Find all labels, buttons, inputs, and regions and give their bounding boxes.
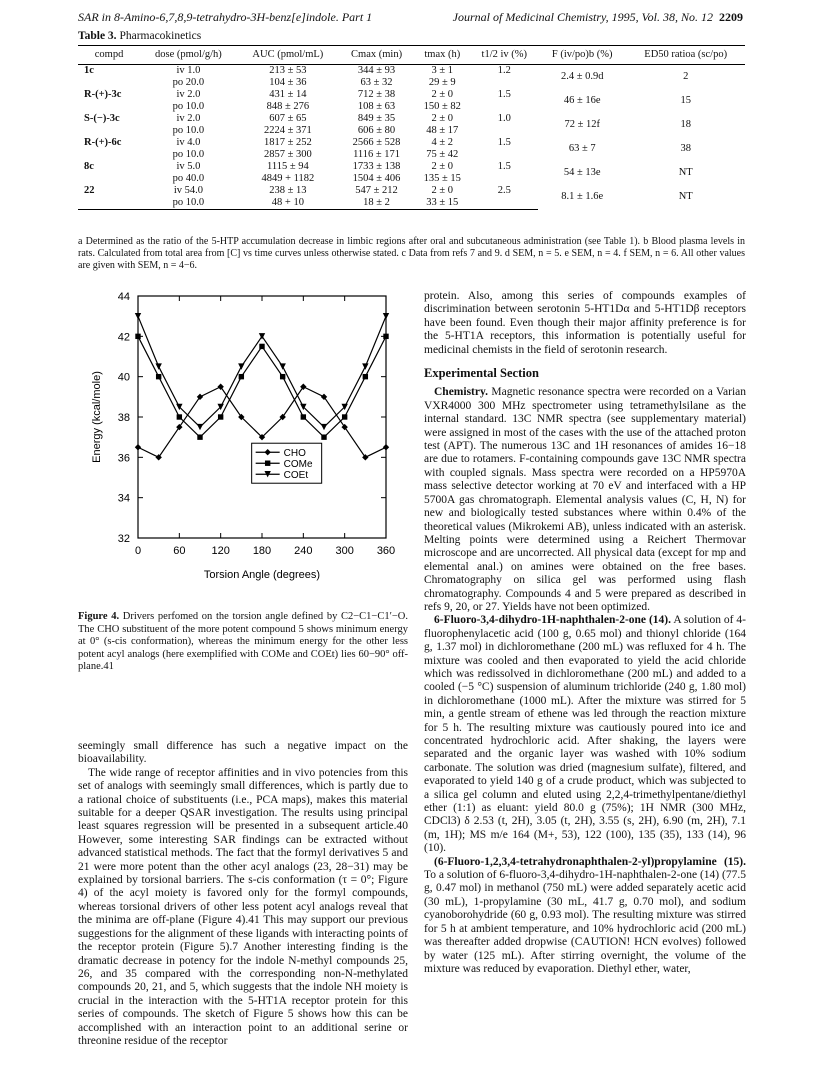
legend-label: COEt (283, 470, 309, 482)
empty-cell (78, 197, 140, 210)
header-right: Journal of Medicinal Chemistry, 1995, Vol. 38, No. 12 2209 (452, 10, 743, 24)
ed50-cell: NT (678, 167, 693, 178)
table-cell: iv 1.0 (176, 65, 201, 76)
table-cell: 1.5 (497, 161, 511, 172)
ed50-cell: NT (678, 191, 693, 203)
x-tick-label: 360 (376, 545, 396, 557)
table-cell: 2 ± 0 (431, 113, 454, 124)
table-cell: po 10.0 (172, 149, 205, 160)
table-cell (470, 125, 538, 137)
data-point-coet (383, 313, 389, 319)
table-cell: 4 ± 2 (431, 137, 454, 148)
data-point-come (156, 374, 161, 379)
paragraph: Chemistry. Magnetic resonance spectra were recorded on a Varian VXR4000 300 MHz spectrometer using tetramethylsilane as the internal standard. 13C NMR spectra (see supplementary material) were assigned in most of the cases with the use of the attached proton test (APT). The numerous 13C and 1H resonances of amides 16−18 are due to rotamers. F-containing compounds gave 13C NMR spectra with coupled signals. Mass spectra were recorded on a HP5970A mass selective detector working at 70 eV and interfaced with a HP 5700A gas chromatograph. Elemental analysis values (C, H, N) for new and biologically tested substances where within 0.4% of the theoretical values (Mikrokemi AB), unless indicated with an asterisk. Melting points were determined using a Reichert Thermovar microscope and are uncorrected. All physical data (except for mp and elemental anal.) on amines were obtained on the free bases. Chromatography on silica gel was performed using flash chromatography. Compounds 4 and 5 were prepared as described in refs 9, 20, or 27. Yields have not been optimized. (424, 386, 746, 613)
x-tick-label: 60 (173, 545, 186, 557)
y-tick-label: 38 (117, 412, 130, 424)
data-point-coet (197, 424, 203, 430)
right-column (424, 290, 746, 976)
ed50-cell: 2 (683, 71, 689, 82)
table-cell (470, 197, 538, 210)
data-point-come (177, 414, 182, 419)
table-cell: po 10.0 (140, 197, 237, 210)
table-cell: 75 ± 42 (426, 149, 459, 160)
bioavailability-cell: 2.4 ± 0.9d (560, 71, 604, 82)
y-tick-label: 34 (117, 492, 130, 505)
table-cell: iv 54.0 (173, 185, 203, 196)
compound-cell: 8c (84, 161, 94, 172)
table-cell: iv 2.0 (176, 113, 201, 124)
table-cell: 1.5 (497, 137, 511, 148)
table-cell: 3 ± 1 (431, 65, 454, 76)
table-cell: 2857 ± 300 (263, 149, 312, 160)
y-axis-label: Energy (kcal/mole) (91, 371, 103, 463)
table-cell: 18 ± 2 (339, 197, 414, 210)
section-title: Experimental Section (424, 366, 539, 381)
data-point-come (301, 414, 306, 419)
y-tick-label: 40 (117, 371, 130, 384)
table-cell: 2224 ± 371 (263, 125, 312, 136)
table-row (78, 161, 745, 173)
table-cell: po 40.0 (172, 173, 205, 184)
data-point-come (197, 434, 202, 439)
table-cell: 135 ± 15 (423, 173, 461, 184)
table-cell: 2 ± 0 (431, 161, 454, 172)
data-point-coet (321, 424, 327, 430)
series-line-come (138, 336, 386, 437)
column-header: ED50 ratioa (sc/po) (626, 46, 745, 65)
table-cell: iv 5.0 (176, 161, 201, 172)
table-cell: 2 ± 0 (431, 185, 454, 196)
table-cell: po 20.0 (172, 77, 205, 88)
table-cell: 431 ± 14 (269, 89, 307, 100)
table-row (78, 89, 745, 101)
column-header: F (iv/po)b (%) (538, 46, 626, 65)
table-row (78, 65, 745, 78)
data-point-coet (279, 363, 285, 369)
column-header: compd (78, 46, 140, 65)
data-point-come (383, 334, 388, 339)
x-tick-label: 180 (252, 545, 272, 557)
empty-cell (78, 101, 140, 113)
data-point-come (321, 434, 326, 439)
y-tick-label: 32 (117, 533, 130, 545)
ed50-cell: 38 (680, 143, 691, 154)
paragraph: (6-Fluoro-1,2,3,4-tetrahydronaphthalen-2-yl)propylamine (15). To a solution of 6-fluoro-3,4-dihydro-1H-naphthalen-2-one (14) (77.5 g, 0.47 mol) in methanol (750 mL) were added separately acetic acid (30 mL), 1-propylamine (30 mL, 41.7 g, 0.70 mol), and sodium cyanoborohydride (60 g, 0.93 mol). The resulting mixture was stirred for 5 h at ambient temperature, and 10% hydrochloric acid (200 mL) was thereafter added dropwise (CAUTION! HCN evolves) followed by water (125 mL). After stirring overnight, the volume of the mixture was reduced by evaporation. Diethyl ether, water, (424, 855, 746, 975)
y-tick-label: 44 (117, 291, 130, 303)
table-cell: 33 ± 15 (414, 197, 470, 210)
compound-cell: S-(−)-3c (84, 113, 120, 124)
column-header: Cmax (min) (339, 46, 414, 65)
compound-cell: R-(+)-3c (84, 89, 122, 100)
legend-marker (265, 461, 270, 466)
data-point-cho (135, 444, 141, 450)
empty-cell (78, 125, 140, 137)
table-cell: 2566 ± 528 (352, 137, 401, 148)
page-number: 2209 (719, 10, 743, 24)
data-point-come (239, 374, 244, 379)
table-cell: 29 ± 9 (428, 77, 456, 88)
data-point-coet (155, 363, 161, 369)
table-row (78, 137, 745, 149)
table-cell: 1733 ± 138 (352, 161, 401, 172)
table-cell: 849 ± 35 (357, 113, 396, 124)
table-cell: 2 ± 0 (431, 89, 454, 100)
table-cell: 104 ± 36 (269, 77, 307, 88)
table-cell: 238 ± 13 (269, 185, 307, 196)
table-cell: 1.0 (497, 113, 511, 124)
table-cell: 1115 ± 94 (267, 161, 309, 172)
table-title: Table 3. Pharmacokinetics (78, 30, 202, 42)
left-column (78, 740, 408, 1048)
data-point-coet (238, 363, 244, 369)
paragraph: The wide range of receptor affinities and in vivo potencies from this set of analogs with seemingly small differences, which is partly due to a rational choice of substituents (i.e., PCA maps), makes this material suitable for a deeper QSAR investigation. The results using principal least squares regression will be presented in a subsequent article.40 However, some interesting SAR findings can be extracted without advanced statistical methods. The fact that the formyl derivatives 5 and 21 were more potent than the other acyl analogs (23, 28−31) may be explained by torsional barriers. The s-cis conformation (τ = 0°; Figure 4) of the acyl moiety is favored only for the formyl compounds, whereas torsional drivers of other less potent acyl analogs reveal that the minima are off-plane (Figure 4).41 This may support our previous suggestions for the alignment of these ligands with interacting points of the receptor protein (Figure 5).7 Another interesting finding is the dramatic decrease in potency for the indole N-methyl compounds 25, 26, and 35 compared with the corresponding non-N-methylated compounds 20, 21, and 5, which suggests that the indole NH moiety is crucial in the interaction with the 5-HT1A receptor protein for this series of compounds. The sketch of Figure 5 shows how this can be accomplished with an interaction point to an additional serine or threonine residue of the receptor (78, 766, 408, 1047)
table-header-row (78, 46, 745, 65)
table-cell (470, 101, 538, 113)
compound-cell: 22 (84, 185, 95, 196)
plot-frame (138, 296, 386, 538)
x-tick-label: 240 (294, 545, 313, 557)
bioavailability-cell: 46 ± 16e (563, 95, 601, 106)
header-left: SAR in 8-Amino-6,7,8,9-tetrahydro-3H-benz[e]indole. Part 1 (78, 10, 373, 24)
table-cell: iv 4.0 (176, 137, 201, 148)
table-cell: 63 ± 32 (360, 77, 393, 88)
data-point-coet (362, 363, 368, 369)
table-cell: 1504 ± 406 (352, 173, 401, 184)
table-row (78, 185, 745, 197)
y-tick-label: 36 (117, 452, 130, 465)
table-cell: 150 ± 82 (423, 101, 461, 112)
ed50-cell: 18 (680, 119, 691, 130)
chart-svg (78, 288, 408, 604)
table-cell (470, 77, 538, 89)
data-point-come (135, 334, 140, 339)
table-cell: po 10.0 (172, 125, 205, 136)
empty-cell (78, 149, 140, 161)
table-cell: iv 2.0 (176, 89, 201, 100)
y-tick-label: 42 (117, 331, 130, 344)
compound-cell: R-(+)-6c (84, 137, 122, 148)
paragraph: seemingly small difference has such a negative impact on the bioavailability. (78, 740, 408, 766)
table-cell: 4849 + 1182 (261, 173, 315, 184)
table-cell: 848 ± 276 (266, 101, 310, 112)
column-header: t1/2 iv (%) (470, 46, 538, 65)
bioavailability-cell: 54 ± 13e (563, 167, 601, 178)
bioavailability-cell: 63 ± 7 (568, 143, 596, 154)
table-cell: 213 ± 53 (269, 65, 307, 76)
data-point-come (363, 374, 368, 379)
bioavailability-cell: 72 ± 12f (564, 119, 600, 130)
table-cell: 712 ± 38 (357, 89, 396, 100)
data-point-coet (135, 313, 141, 319)
data-point-come (342, 414, 347, 419)
table-cell (470, 149, 538, 161)
table-cell: 1817 ± 252 (263, 137, 312, 148)
table-cell: 1.5 (497, 89, 511, 100)
table-cell: 547 ± 212 (355, 185, 398, 196)
table-row (78, 113, 745, 125)
empty-cell (78, 77, 140, 89)
paragraph: protein. Also, among this series of compounds examples of discrimination between serotonin 5-HT1Dα and 5-HT1Dβ receptors have been found. Even though their major affinity preference is for the 5-HT1A receptors, this information is potentially useful for medicinal chemists in the field of serotonin research. (424, 290, 746, 356)
table-cell: 48 + 10 (237, 197, 339, 210)
torsion-energy-chart (78, 288, 408, 604)
table-cell: 606 ± 80 (357, 125, 396, 136)
data-point-come (218, 414, 223, 419)
data-point-come (280, 374, 285, 379)
legend-label: COMe (283, 459, 313, 471)
table-cell: 1.2 (497, 65, 511, 76)
figure-caption: Figure 4. Drivers perfomed on the torsion angle defined by C2−C1−C1′−O. The CHO substituent of the more potent compound 5 shows minimum energy at 0° (s-cis conformation), whereas the minimum energy for the other less potent acyl analogs (here exemplified with COMe and COEt) lies 60−90° off-plane.41 (78, 611, 409, 672)
table-cell: 48 ± 17 (426, 125, 459, 136)
column-header: tmax (h) (414, 46, 470, 65)
ed50-cell: 15 (680, 95, 691, 106)
table-cell: 1116 ± 171 (353, 149, 401, 160)
running-header (78, 10, 743, 25)
table-cell: 108 ± 63 (357, 101, 396, 112)
paragraph: 6-Fluoro-3,4-dihydro-1H-naphthalen-2-one (14). A solution of 4-fluorophenylacetic acid (100 g, 0.65 mol) and thionyl chloride (164 g, 1.37 mol) in dichloromethane (200 mL) was refluxed for 4 h. The mixture was cooled and then evaporated to yield the acid chloride which was redissolved in dichloromethane (200 mL) and added to a cooled (−5 °C) suspension of aluminum trichloride (240 g, 1.80 mol) in dichloromethane (1000 mL). After the mixture was stirred for 5 min, a gentle stream of ethene was led through the reaction mixture for 5 h. The resulting mixture was cautiously poured into ice and concentrated hydrochloric acid. After shaking, the layers were separated and the organic layer was washed with 10% sodium carbonate. The solution was dried (magnesium sulfate), filtered, and evaporated to yield 140 g of a crude product, which was subjected to a silica gel column and eluted using 2,2,4-trimethylpentane/diethyl ether (1:1) as eluant: yield 80.0 g (75%); 1H NMR (300 MHz, CDCl3) δ 2.53 (t, 2H), 3.05 (t, 2H), 3.55 (s, 2H), 6.90 (m, 2H), 7.1 (m, 1H); MS m/e 164 (M+, 53), 122 (100), 135 (35), 133 (14), 96 (10). (424, 614, 747, 855)
table-cell: 607 ± 65 (269, 113, 307, 124)
table-cell: 344 ± 93 (357, 65, 396, 76)
x-tick-label: 120 (211, 545, 230, 557)
compound-cell: 1c (84, 65, 94, 76)
data-point-cho (383, 444, 389, 450)
data-point-come (259, 344, 264, 349)
table-cell (470, 173, 538, 185)
legend-label: CHO (283, 448, 306, 460)
x-tick-label: 300 (335, 545, 354, 557)
table-cell: po 10.0 (172, 101, 205, 112)
bioavailability-cell: 8.1 ± 1.6e (561, 191, 604, 203)
series-line-coet (138, 316, 386, 427)
empty-cell (78, 173, 140, 185)
x-axis-label: Torsion Angle (degrees) (203, 569, 321, 581)
table-footnote: a Determined as the ratio of the 5-HTP accumulation decrease in limbic regions after oral and subcutaneous administration (see Table 1). b Blood plasma levels in rats. Calculated from total area from [C] vs time curves unless otherwise stated. c Data from refs 7 and 9. d SEM, n = 5. e SEM, n = 4. f SEM, n = 6. All other values are given with SEM, n = 4−6. (78, 236, 745, 271)
table-cell: 2.5 (497, 185, 511, 196)
column-header: dose (pmol/g/h) (140, 46, 237, 65)
x-tick-label: 0 (134, 545, 142, 557)
pharmacokinetics-table (78, 45, 745, 210)
column-header: AUC (pmol/mL) (237, 46, 339, 65)
